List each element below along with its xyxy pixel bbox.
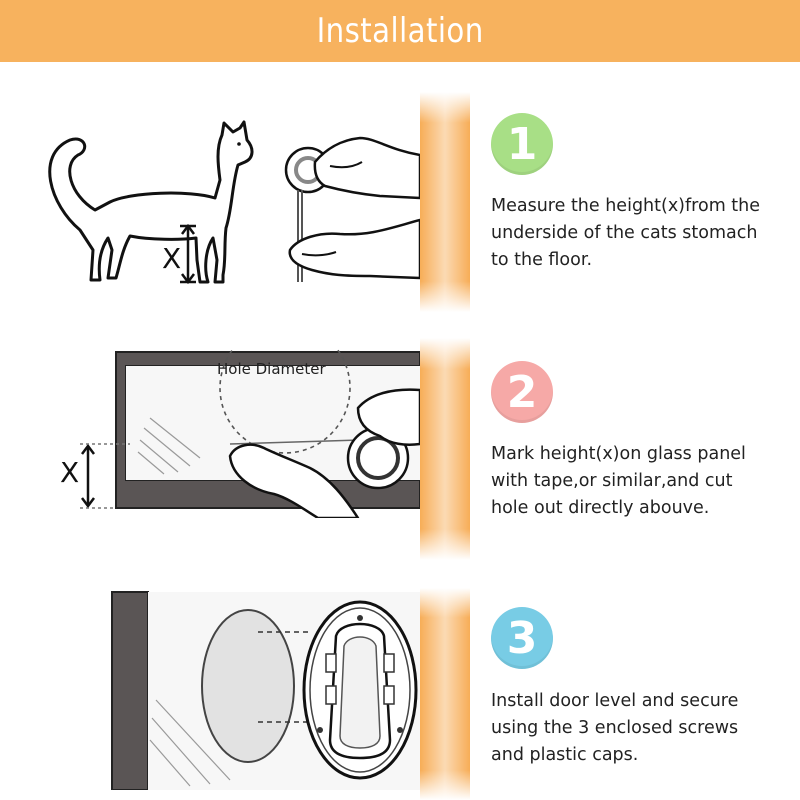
- divider-stripe-2: [420, 338, 470, 560]
- step-3-line-1: Install door level and secure: [491, 691, 739, 711]
- step-1-text: [491, 193, 791, 274]
- header-banner: [0, 0, 800, 62]
- step-3-number: 3: [506, 612, 538, 664]
- step-3-line-3: and plastic caps.: [491, 745, 639, 765]
- divider-stripe-3: [420, 588, 470, 800]
- step-2-line-3: hole out directly abouve.: [491, 498, 710, 518]
- cat-measure-illustration: [40, 110, 420, 310]
- step-1-number: 1: [506, 118, 538, 170]
- step-3-badge: [491, 607, 553, 669]
- step-1-line-2: underside of the cats stomach: [491, 223, 758, 243]
- divider-stripe-1: [420, 92, 470, 312]
- step-3-line-2: using the 3 enclosed screws: [491, 718, 739, 738]
- cat-door-install-illustration: [40, 590, 420, 790]
- step-2-badge: [491, 361, 553, 423]
- hole-diameter-label: Hole Diameter: [217, 360, 326, 378]
- step-1-badge: [491, 113, 553, 175]
- step-2-line-2: with tape,or similar,and cut: [491, 471, 733, 491]
- x-label: X: [162, 242, 182, 275]
- step-2-number: 2: [506, 366, 538, 418]
- step-3-text: [491, 688, 791, 769]
- step-1-line-3: to the floor.: [491, 250, 593, 270]
- step-2-line-1: Mark height(x)on glass panel: [491, 444, 746, 464]
- x-label-2: X: [60, 456, 80, 489]
- page-title: Installation: [316, 11, 484, 51]
- step-1-line-1: Measure the height(x)from the: [491, 196, 761, 216]
- glass-panel-mark-illustration: [40, 348, 420, 518]
- step-2-text: [491, 441, 791, 522]
